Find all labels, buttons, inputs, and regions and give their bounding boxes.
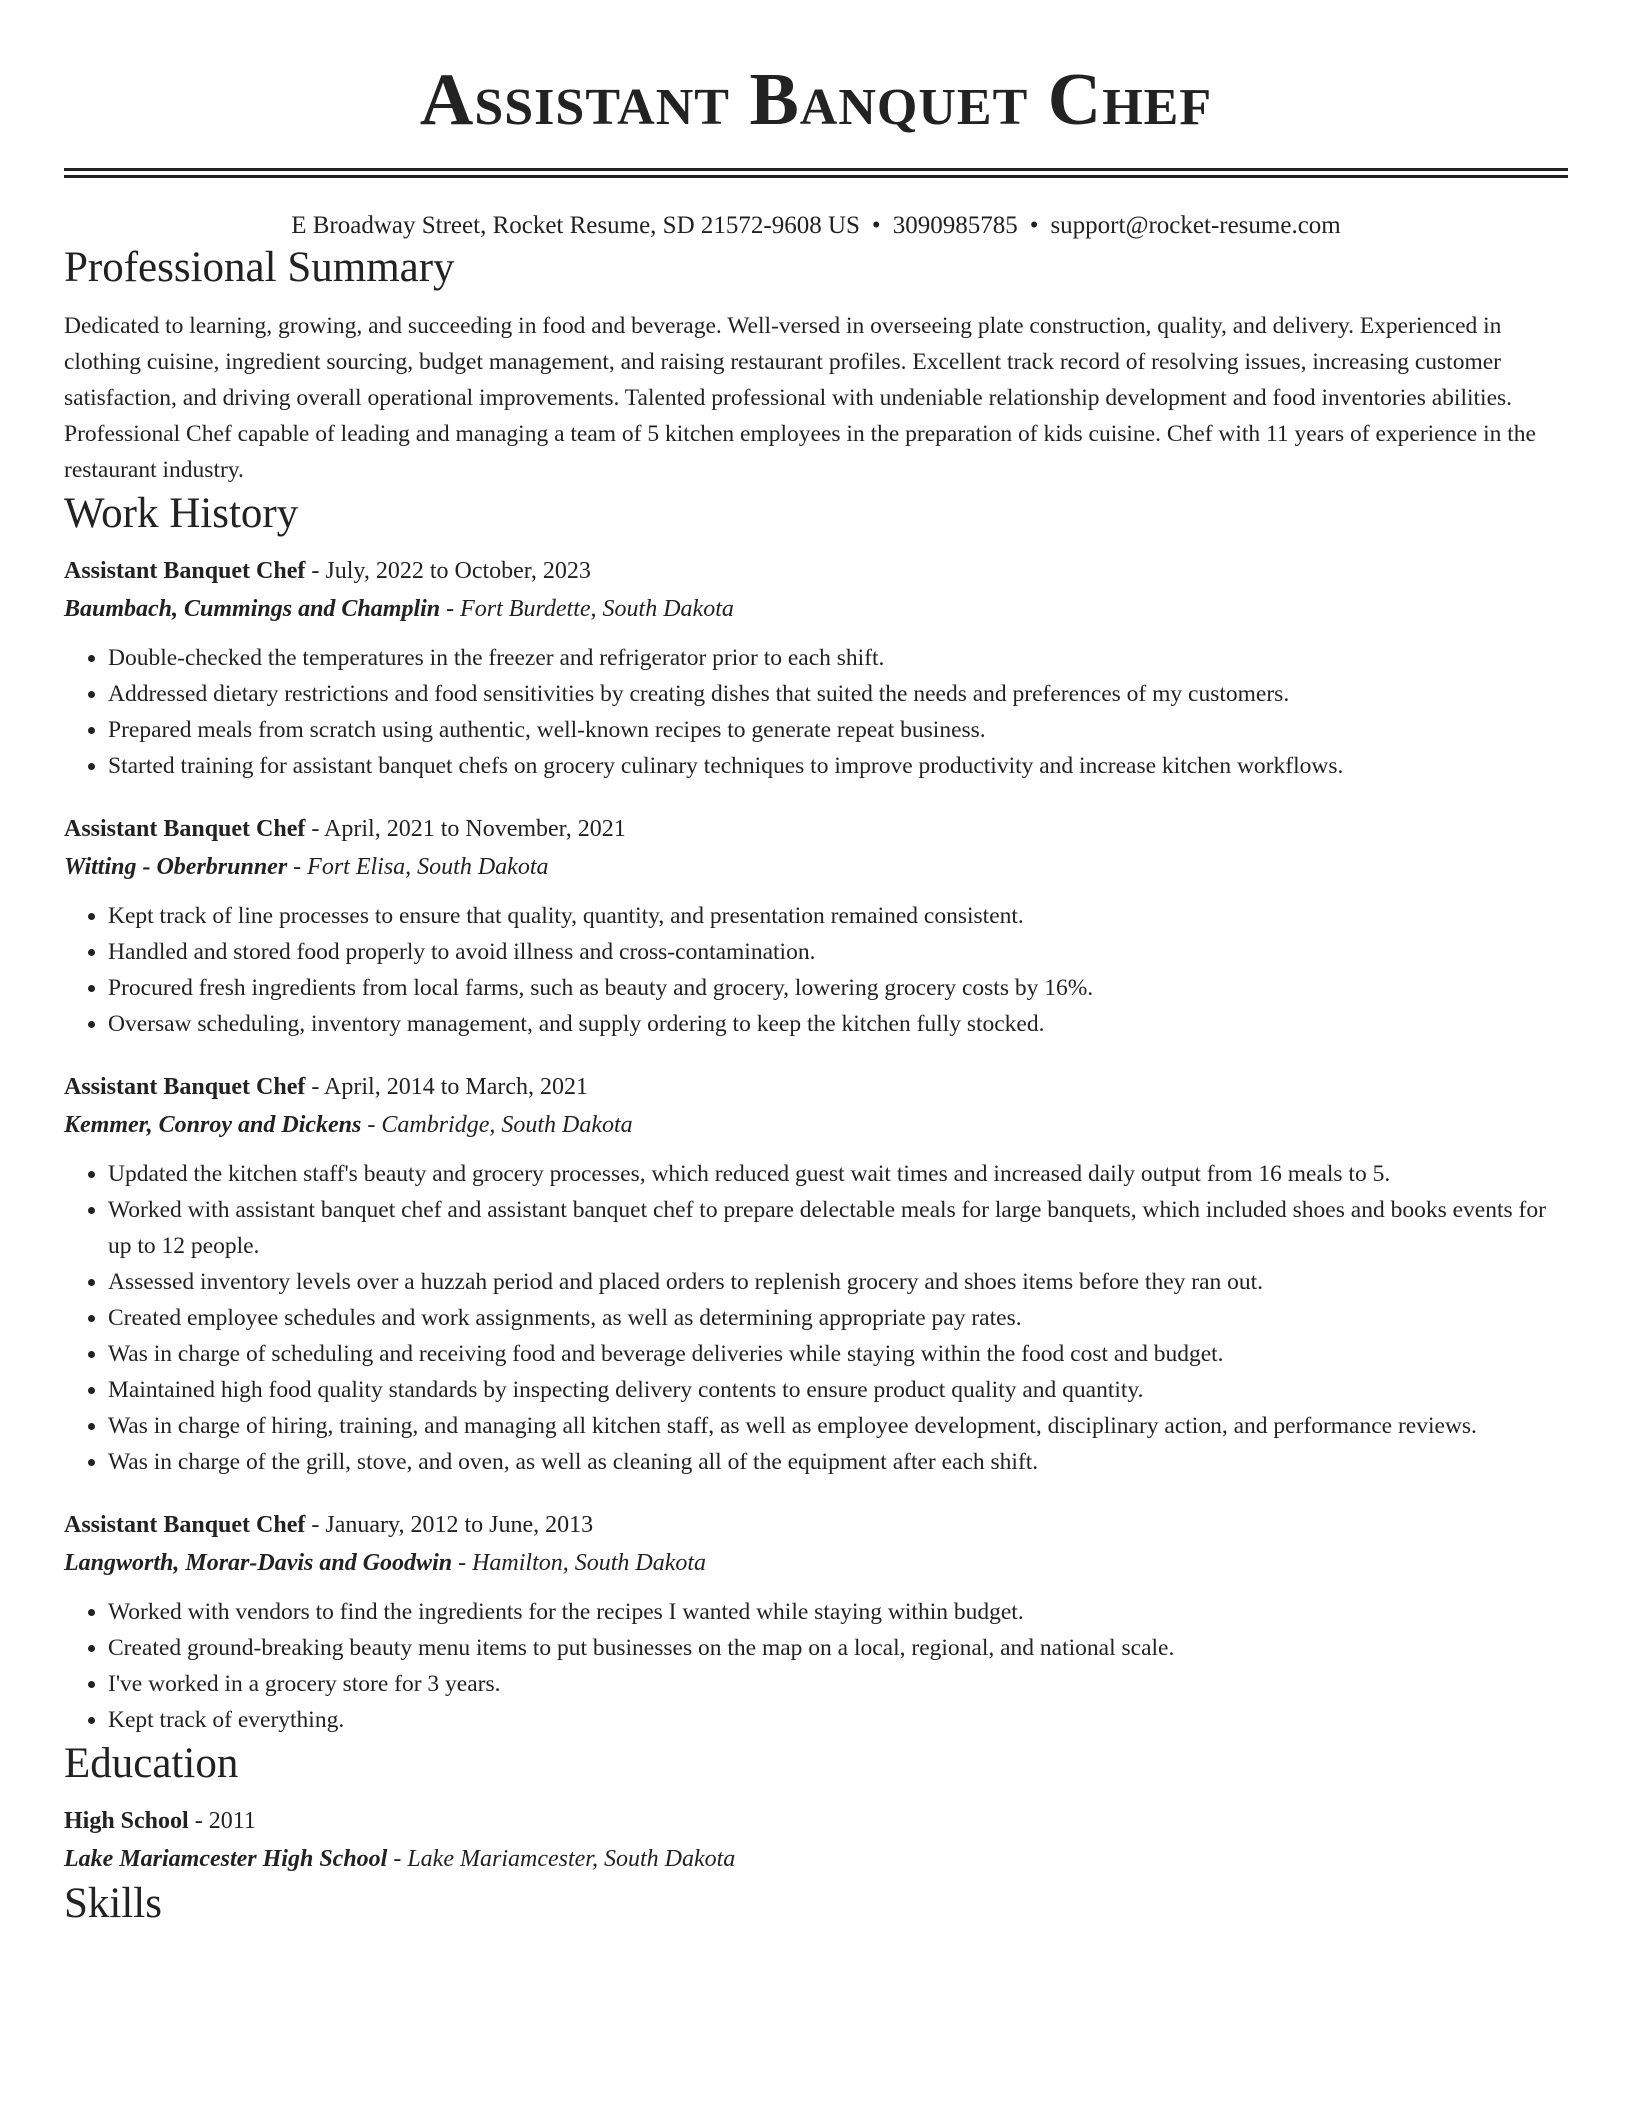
job-duties-list: [64, 1156, 1568, 1480]
job-dates: - January, 2012 to June, 2013: [305, 1512, 594, 1538]
job-duty-item: • Worked with assistant banquet chef and assistant banquet chef to prepare delectable meals for large banquets, which included shoes and books events for up to 12 people.: [108, 1192, 1568, 1264]
job-duty-item: • Kept track of line processes to ensure that quality, quantity, and presentation remained consistent.: [108, 898, 1568, 934]
summary-text: Dedicated to learning, growing, and succeeding in food and beverage. Well-versed in overseeing plate construction, quality, and delivery. Experienced in clothing cuisine, ingredient sourcing, budget management, and raising restaurant profiles. Excellent track record of resolving issues, increasing customer satisfaction, and driving overall operational improvements. Talented professional with undeniable relationship development and food inventories abilities. Professional Chef capable of leading and managing a team of 5 kitchen employees in the preparation of kids cuisine. Chef with 11 years of experience in the restaurant industry.: [64, 313, 1536, 483]
contact-email: support@rocket-resume.com: [1050, 212, 1341, 239]
job-duty-item: • Worked with vendors to find the ingredients for the recipes I wanted while staying within budget.: [108, 1594, 1568, 1630]
job-title-line: [64, 1506, 1568, 1544]
skills-heading: Skills: [64, 1880, 162, 1927]
job-company-line: [64, 1544, 1568, 1582]
job-entry: [64, 1506, 1568, 1738]
job-duty-item: • Handled and stored food properly to avoid illness and cross-contamination.: [108, 934, 1568, 970]
education-location: - Lake Mariamcester, South Dakota: [387, 1846, 736, 1872]
job-role: Assistant Banquet Chef: [64, 816, 306, 842]
contact-address: E Broadway Street, Rocket Resume, SD 21572-9608 US: [291, 212, 860, 239]
job-location: - Hamilton, South Dakota: [452, 1550, 707, 1576]
job-role: Assistant Banquet Chef: [64, 558, 306, 584]
job-duty-item: • Maintained high food quality standards by inspecting delivery contents to ensure product quality and quantity.: [108, 1372, 1568, 1408]
job-entry: [64, 810, 1568, 1042]
resume-name: Assistant Banquet Chef: [419, 59, 1213, 141]
job-duties-list: [64, 898, 1568, 1042]
contact-separator: •: [1029, 212, 1039, 239]
job-duty-item: • Was in charge of hiring, training, and managing all kitchen staff, as well as employee development, disciplinary action, and performance reviews.: [108, 1408, 1568, 1444]
job-duty-item: • I've worked in a grocery store for 3 years.: [108, 1666, 1568, 1702]
education-school: Lake Mariamcester High School: [64, 1846, 388, 1872]
job-company-line: [64, 590, 1568, 628]
job-duty-item: • Started training for assistant banquet chefs on grocery culinary techniques to improve productivity and increase kitchen workflows.: [108, 748, 1568, 784]
job-duty-item: • Oversaw scheduling, inventory management, and supply ordering to keep the kitchen fully stocked.: [108, 1006, 1568, 1042]
job-duty-item: • Addressed dietary restrictions and food sensitivities by creating dishes that suited the needs and preferences of my customers.: [108, 676, 1568, 712]
job-location: - Fort Elisa, South Dakota: [287, 854, 549, 880]
job-duties-list: [64, 1594, 1568, 1738]
job-company: Baumbach, Cummings and Champlin: [64, 596, 441, 622]
work-history-list: [64, 552, 1568, 1738]
education-heading: Education: [64, 1740, 239, 1787]
job-role: Assistant Banquet Chef: [64, 1512, 306, 1538]
summary-heading: Professional Summary: [64, 244, 455, 291]
job-duty-item: • Double-checked the temperatures in the freezer and refrigerator prior to each shift.: [108, 640, 1568, 676]
education-school-line: [64, 1840, 1568, 1878]
job-location: - Cambridge, South Dakota: [361, 1112, 633, 1138]
header-divider: [64, 168, 1568, 178]
job-duties-list: [64, 640, 1568, 784]
job-company: Langworth, Morar-Davis and Goodwin: [64, 1550, 453, 1576]
job-duty-item: • Was in charge of the grill, stove, and oven, as well as cleaning all of the equipment after each shift.: [108, 1444, 1568, 1480]
job-company: Kemmer, Conroy and Dickens: [64, 1112, 362, 1138]
job-duty-item: • Kept track of everything.: [108, 1702, 1568, 1738]
job-duty-item: • Prepared meals from scratch using authentic, well-known recipes to generate repeat business.: [108, 712, 1568, 748]
job-dates: - April, 2014 to March, 2021: [305, 1074, 589, 1100]
resume-page: [64, 0, 1568, 1930]
job-duty-item: • Updated the kitchen staff's beauty and grocery processes, which reduced guest wait times and increased daily output from 16 meals to 5.: [108, 1156, 1568, 1192]
job-duty-item: • Created employee schedules and work assignments, as well as determining appropriate pay rates.: [108, 1300, 1568, 1336]
contact-line: [64, 210, 1568, 242]
job-title-line: [64, 810, 1568, 848]
education-year: - 2011: [188, 1808, 256, 1834]
job-title-line: [64, 1068, 1568, 1106]
job-duty-item: • Was in charge of scheduling and receiving food and beverage deliveries while staying within the food cost and budget.: [108, 1336, 1568, 1372]
work-history-heading: Work History: [64, 490, 299, 537]
job-dates: - July, 2022 to October, 2023: [305, 558, 591, 584]
contact-separator: •: [871, 212, 881, 239]
job-location: - Fort Burdette, South Dakota: [440, 596, 734, 622]
job-company: Witting - Oberbrunner: [64, 854, 288, 880]
education-degree-line: [64, 1802, 1568, 1840]
education-degree: High School: [64, 1808, 189, 1834]
job-company-line: [64, 1106, 1568, 1144]
job-duty-item: • Procured fresh ingredients from local farms, such as beauty and grocery, lowering grocery costs by 16%.: [108, 970, 1568, 1006]
job-duty-item: • Assessed inventory levels over a huzzah period and placed orders to replenish grocery and shoes items before they ran out.: [108, 1264, 1568, 1300]
contact-phone: 3090985785: [892, 212, 1018, 239]
job-title-line: [64, 552, 1568, 590]
job-duty-item: • Created ground-breaking beauty menu items to put businesses on the map on a local, regional, and national scale.: [108, 1630, 1568, 1666]
job-entry: [64, 1068, 1568, 1480]
job-role: Assistant Banquet Chef: [64, 1074, 306, 1100]
job-company-line: [64, 848, 1568, 886]
job-dates: - April, 2021 to November, 2021: [305, 816, 626, 842]
job-entry: [64, 552, 1568, 784]
